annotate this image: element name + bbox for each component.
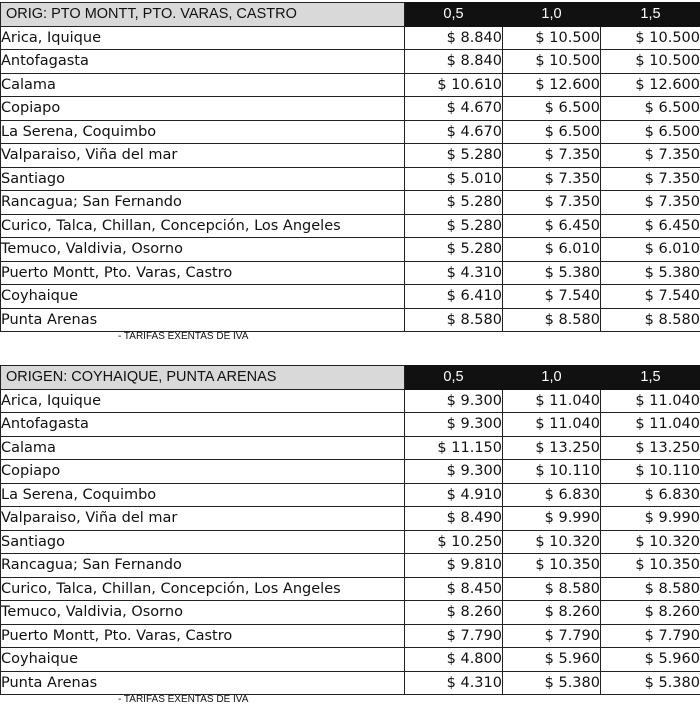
price-cell: $ 7.540 [601,285,700,309]
price-cell: $ 10.500 [503,50,601,74]
price-cell: $ 10.250 [405,530,503,554]
price-cell: $ 11.040 [601,389,700,413]
table-row [1,50,700,74]
price-cell: $ 5.380 [601,671,700,695]
price-cell: $ 5.960 [601,648,700,672]
price-cell: $ 4.670 [405,97,503,121]
price-cell: $ 7.350 [601,191,700,215]
destination-cell: Santiago [1,530,405,554]
price-cell: $ 6.500 [503,120,601,144]
price-cell: $ 5.380 [503,261,601,285]
price-cell: $ 12.600 [601,73,700,97]
price-cell: $ 6.450 [503,214,601,238]
price-cell: $ 5.380 [503,671,601,695]
destination-cell: Calama [1,436,405,460]
destination-cell: Temuco, Valdivia, Osorno [1,601,405,625]
price-cell: $ 7.350 [601,167,700,191]
rate-table-1 [0,2,700,332]
table-row [1,73,700,97]
price-cell: $ 6.410 [405,285,503,309]
destination-cell: Santiago [1,167,405,191]
price-cell: $ 13.250 [503,436,601,460]
table-row [1,261,700,285]
price-cell: $ 10.320 [601,530,700,554]
table-row [1,308,700,332]
table-row [1,26,700,50]
price-cell: $ 8.490 [405,507,503,531]
price-cell: $ 5.960 [503,648,601,672]
table-header-row [1,366,700,390]
destination-cell: Copiapo [1,460,405,484]
destination-cell: Punta Arenas [1,308,405,332]
price-cell: $ 4.910 [405,483,503,507]
destination-cell: Temuco, Valdivia, Osorno [1,238,405,262]
price-cell: $ 9.990 [601,507,700,531]
price-cell: $ 11.150 [405,436,503,460]
price-cell: $ 7.790 [503,624,601,648]
price-cell: $ 10.350 [503,554,601,578]
weight-header-1-5: 1,5 [601,3,700,27]
price-cell: $ 4.310 [405,671,503,695]
destination-cell: Rancagua; San Fernando [1,191,405,215]
price-cell: $ 8.840 [405,26,503,50]
price-cell: $ 6.450 [601,214,700,238]
destination-cell: Antofagasta [1,50,405,74]
price-cell: $ 8.580 [601,577,700,601]
table-row [1,507,700,531]
price-cell: $ 9.300 [405,389,503,413]
destination-cell: Valparaiso, Viña del mar [1,507,405,531]
table-row [1,389,700,413]
price-cell: $ 4.800 [405,648,503,672]
destination-cell: Coyhaique [1,648,405,672]
price-cell: $ 7.350 [503,144,601,168]
origin-header: ORIGEN: COYHAIQUE, PUNTA ARENAS [1,366,405,390]
origin-header: ORIG: PTO MONTT, PTO. VARAS, CASTRO [1,3,405,27]
table-row [1,144,700,168]
price-cell: $ 5.280 [405,238,503,262]
weight-header-0-5: 0,5 [405,3,503,27]
price-cell: $ 8.260 [503,601,601,625]
destination-cell: Copiapo [1,97,405,121]
price-cell: $ 12.600 [503,73,601,97]
price-cell: $ 4.670 [405,120,503,144]
table-header-row [1,3,700,27]
table-row [1,413,700,437]
price-cell: $ 11.040 [601,413,700,437]
weight-header-1-0: 1,0 [503,3,601,27]
table-row [1,554,700,578]
price-cell: $ 6.010 [503,238,601,262]
price-cell: $ 13.250 [601,436,700,460]
price-cell: $ 5.280 [405,144,503,168]
weight-header-1-0: 1,0 [503,366,601,390]
table-row [1,483,700,507]
price-cell: $ 11.040 [503,389,601,413]
price-cell: $ 8.260 [601,601,700,625]
rate-table-2 [0,365,700,695]
table-row [1,120,700,144]
weight-header-1-5: 1,5 [601,366,700,390]
table-row [1,671,700,695]
price-cell: $ 6.500 [601,120,700,144]
price-cell: $ 6.500 [503,97,601,121]
price-cell: $ 10.610 [405,73,503,97]
price-cell: $ 10.500 [601,50,700,74]
price-cell: $ 9.810 [405,554,503,578]
table-row [1,285,700,309]
price-cell: $ 9.300 [405,460,503,484]
destination-cell: Puerto Montt, Pto. Varas, Castro [1,261,405,285]
table-row [1,97,700,121]
destination-cell: Valparaiso, Viña del mar [1,144,405,168]
price-cell: $ 7.350 [601,144,700,168]
price-cell: $ 11.040 [503,413,601,437]
price-cell: $ 7.790 [601,624,700,648]
price-cell: $ 9.300 [405,413,503,437]
price-cell: $ 8.580 [503,577,601,601]
price-cell: $ 10.110 [601,460,700,484]
destination-cell: Curico, Talca, Chillan, Concepción, Los Angeles [1,214,405,238]
price-cell: $ 8.450 [405,577,503,601]
price-cell: $ 6.010 [601,238,700,262]
price-cell: $ 10.350 [601,554,700,578]
price-cell: $ 7.540 [503,285,601,309]
price-cell: $ 6.500 [601,97,700,121]
table-row [1,648,700,672]
price-cell: $ 10.500 [601,26,700,50]
destination-cell: Antofagasta [1,413,405,437]
price-cell: $ 7.350 [503,167,601,191]
price-cell: $ 5.010 [405,167,503,191]
price-cell: $ 8.840 [405,50,503,74]
table-row [1,214,700,238]
table-row [1,167,700,191]
table-row [1,577,700,601]
price-cell: $ 8.260 [405,601,503,625]
price-cell: $ 8.580 [503,308,601,332]
price-cell: $ 4.310 [405,261,503,285]
price-cell: $ 10.110 [503,460,601,484]
destination-cell: Rancagua; San Fernando [1,554,405,578]
destination-cell: Coyhaique [1,285,405,309]
table-row [1,601,700,625]
price-cell: $ 10.320 [503,530,601,554]
table-row [1,191,700,215]
price-cell: $ 6.830 [503,483,601,507]
table-row [1,624,700,648]
table-row [1,238,700,262]
price-cell: $ 7.790 [405,624,503,648]
price-cell: $ 9.990 [503,507,601,531]
table-row [1,460,700,484]
destination-cell: Punta Arenas [1,671,405,695]
destination-cell: Curico, Talca, Chillan, Concepción, Los Angeles [1,577,405,601]
table-row [1,530,700,554]
price-cell: $ 10.500 [503,26,601,50]
table-row [1,436,700,460]
destination-cell: Arica, Iquique [1,26,405,50]
destination-cell: Calama [1,73,405,97]
price-cell: $ 5.380 [601,261,700,285]
price-cell: $ 5.280 [405,214,503,238]
tax-exempt-note: - TARIFAS EXENTAS DE IVA [118,694,249,705]
price-cell: $ 6.830 [601,483,700,507]
destination-cell: Arica, Iquique [1,389,405,413]
destination-cell: La Serena, Coquimbo [1,483,405,507]
destination-cell: La Serena, Coquimbo [1,120,405,144]
price-cell: $ 8.580 [601,308,700,332]
weight-header-0-5: 0,5 [405,366,503,390]
price-cell: $ 8.580 [405,308,503,332]
price-cell: $ 7.350 [503,191,601,215]
tax-exempt-note: - TARIFAS EXENTAS DE IVA [118,331,249,342]
destination-cell: Puerto Montt, Pto. Varas, Castro [1,624,405,648]
price-cell: $ 5.280 [405,191,503,215]
